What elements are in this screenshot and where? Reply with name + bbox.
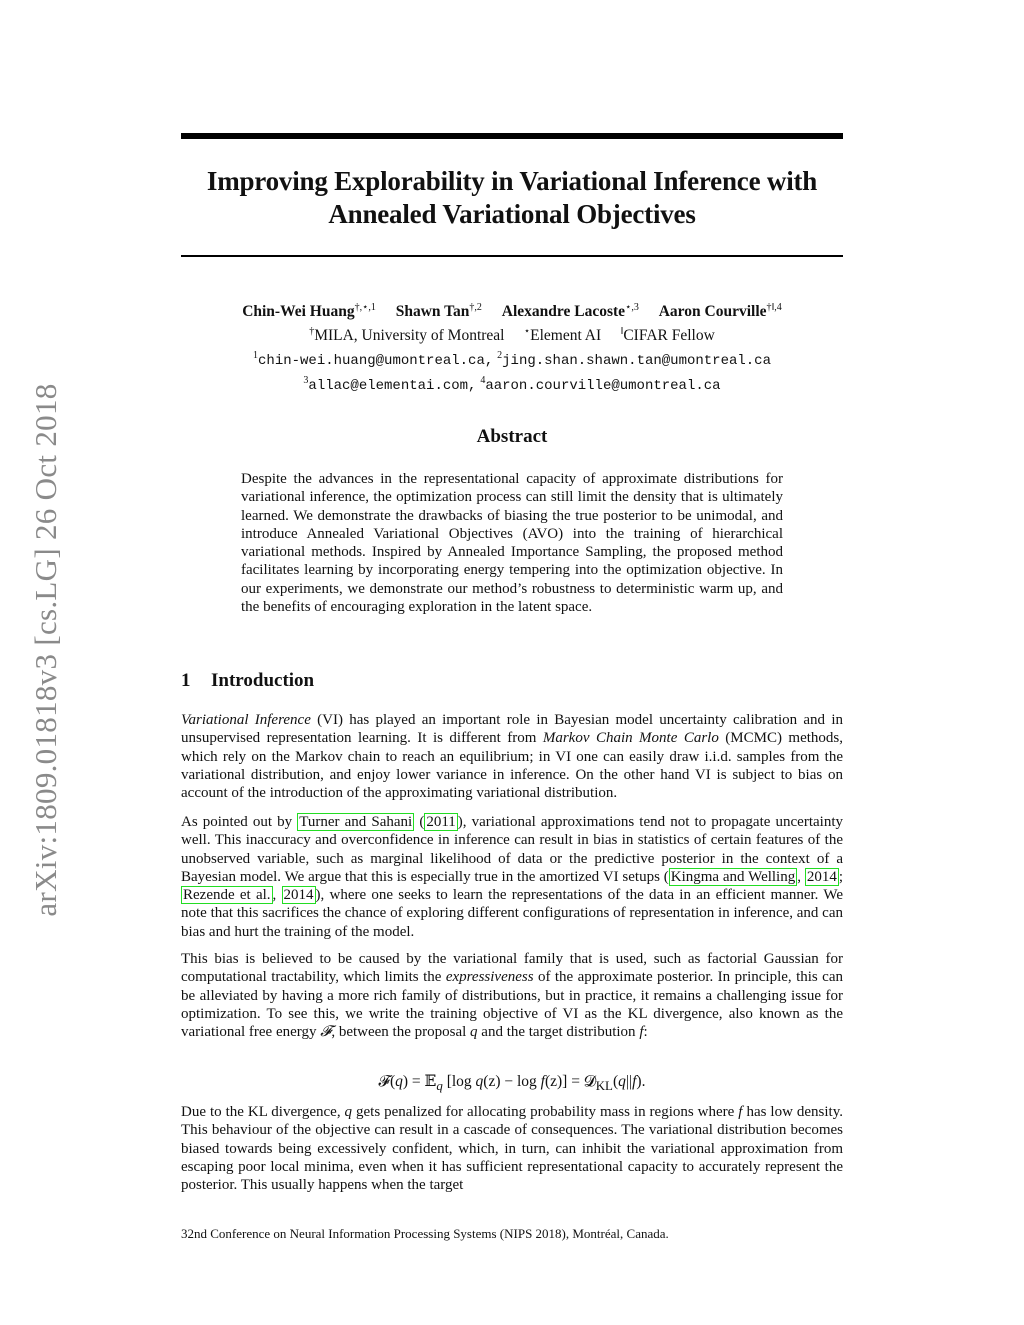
paper-title (181, 165, 843, 231)
paragraph-2: As pointed out by Turner and Sahani ( 2011 ), variational approximations tend not to propagate uncertainty well. This inaccuracy and overconfidence in inference can result in bias in statistics of certain features of the unobserved variable, such as marginal likelihood of data or the predictive posterior in the context of a Bayesian model. We argue that this is especially true in the amortized VI setups ( Kingma and Welling , 2014 ; Rezende et al. , 2014 ), where one seeks to learn the representations of the data in an efficient manner. We note that this sacrifices the chance of exploring different configurations of representation in inference, and can bias and hurt the training of the model. (181, 814, 844, 940)
conference-footer: 32nd Conference on Neural Information Processing Systems (NIPS 2018), Montréal, Canada. (181, 1226, 669, 1241)
affiliations: †MILA, University of Montreal ⋆Element AI ‖CIFAR Fellow (309, 326, 715, 345)
author-3: Alexandre Lacoste$^{⋆,3}$ (501, 302, 639, 321)
emails-line-1: $^1$chin-wei.huang@umontreal.ca, $^2$jing.shan.shawn.tan@umontreal.ca (253, 350, 771, 370)
citation-link[interactable]: Rezende et al. (183, 887, 271, 904)
email-2[interactable]: jing.shan.shawn.tan@umontreal.ca (502, 353, 771, 370)
section-heading-introduction: 1 Introduction (181, 670, 315, 691)
citation-link[interactable]: 2014 (283, 887, 314, 904)
email-1[interactable]: chin-wei.huang@umontreal.ca, (258, 353, 494, 370)
paragraph-3: This bias is believed to be caused by the variational family that is used, such as factorial Gaussian for computational tractability, which limits the expressiveness of the approximate posterior. In principle, this can be alleviated by having a more rich family of distributions, but in practice, it remains a challenging issue for optimization. To see this, we write the training objective of VI as the KL divergence, also known as the variational free energy 𝓕, between the proposal q and the target distribution f: (181, 951, 843, 1041)
citation-link[interactable]: 2011 (426, 814, 456, 830)
author-4: Aaron Courville$^{\dagger‖,4}$ (658, 302, 782, 321)
citation-link[interactable]: Kingma and Welling (670, 868, 796, 885)
abstract-heading: Abstract (476, 426, 548, 447)
email-3[interactable]: allac@elementai.com, (308, 378, 477, 395)
email-4[interactable]: aaron.courville@umontreal.ca (485, 378, 721, 395)
emails-line-2: $^3$allac@elementai.com, $^4$aaron.courville@umontreal.ca (303, 375, 721, 395)
author-2: Shawn Tan$^{\dagger,2}$ (395, 302, 482, 321)
title-line-2: Annealed Variational Objectives (328, 199, 696, 229)
citation-link[interactable]: Turner and Sahani (299, 814, 413, 830)
paragraph-1: Variational Inference (VI) has played an important role in Bayesian model uncertainty calibration and in unsupervised representation learning. It is different from Markov Chain Monte Carlo (MCMC) methods, which rely on the Markov chain to reach an equilibrium; in VI one can easily draw i.i.d. samples from the variational distribution, and enjoy lower variance in inference. On the other hand VI is subject to bias on account of the introduction of the approximating variational distribution. (181, 712, 843, 802)
title-rule-top (181, 133, 843, 139)
author-block (181, 298, 843, 397)
citation-link[interactable]: 2014 (806, 868, 837, 885)
author-1: Chin-Wei Huang$^{\dagger,⋆,1}$ (242, 302, 376, 321)
title-line-1: Improving Explorability in Variational Inference with (206, 166, 818, 196)
paragraph-4: Due to the KL divergence, q gets penalized for allocating probability mass in regions where f has low density. This behaviour of the objective can result in a cascade of consequences. The variational distribution becomes biased towards being excessively confident, which, in turn, can inhibit the variational approximation from escaping poor local minima, even when it has sufficient representational capacity to accurately represent the posterior. This usually happens when the target (181, 1104, 843, 1194)
abstract-text: Despite the advances in the representational capacity of approximate distributions for variational inference, the optimization process can still limit the density that is ultimately learned. We demonstrate the drawbacks of biasing the true posterior to be unimodal, and introduce Annealed Variational Objectives (AVO) into the training of hierarchical variational methods. Inspired by Annealed Importance Sampling, the proposed method facilitates learning by incorporating energy tempering into the optimization objective. In our experiments, we demonstrate our method’s robustness to deterministic warm up, and the benefits of encouraging exploration in the latent space. (241, 471, 783, 616)
equation-free-energy: 𝓕(q) = 𝔼$_q$ [log q(z) − log f(z)] = 𝓓$_{KL}$(q||f). (378, 1073, 646, 1094)
author-names (181, 298, 843, 322)
title-rule-bottom (181, 255, 843, 257)
arxiv-stamp: arXiv:1809.01818v3 [cs.LG] 26 Oct 2018 (28, 383, 63, 917)
